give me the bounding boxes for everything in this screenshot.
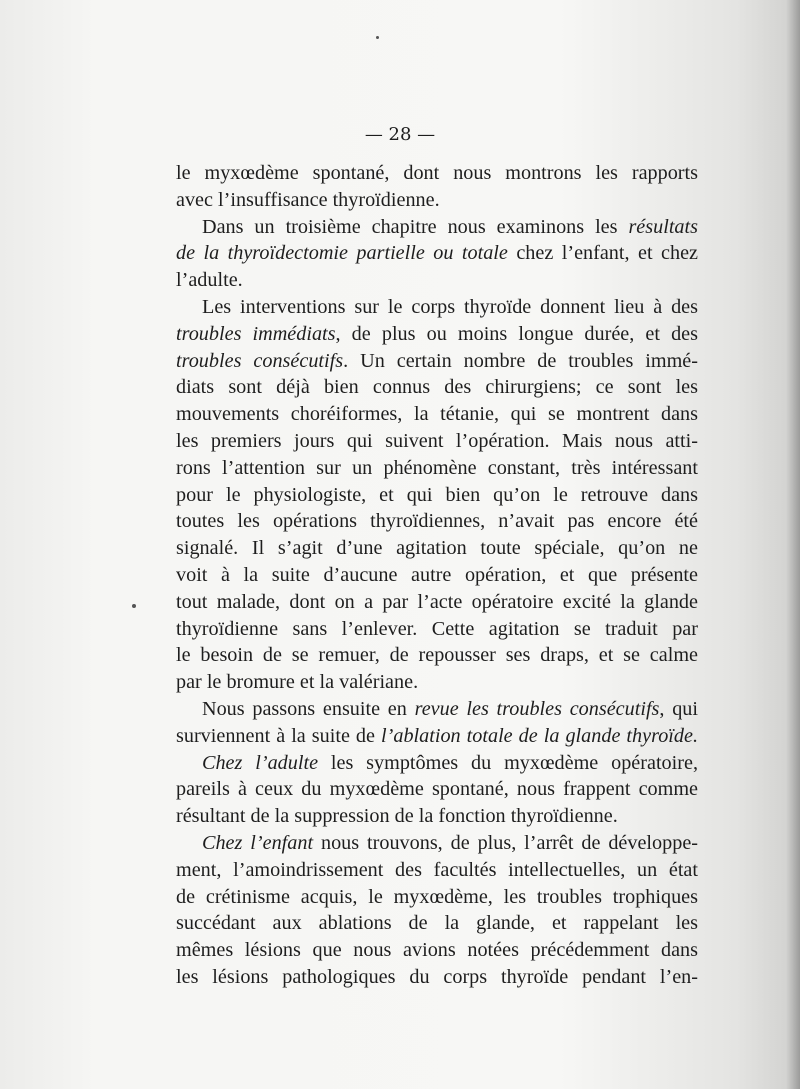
text-segment: , qui (659, 697, 698, 720)
text-segment: de crétinisme acquis, le myxœdème, les troubles trophiques (176, 885, 698, 908)
text-segment: Les interventions sur le corps thyroïde donnent lieu à des (202, 295, 698, 318)
text-segment: l’adulte. (176, 269, 243, 292)
text-line (176, 348, 698, 375)
text-line (176, 723, 698, 750)
text-line (176, 910, 698, 937)
text-line (176, 616, 698, 643)
text-segment: rons l’attention sur un phénomène constant, très intéressant (176, 456, 698, 479)
text-line (176, 696, 698, 723)
text-line (176, 294, 698, 321)
text-line (176, 455, 698, 482)
text-segment: ment, l’amoindrissement des facultés intellectuelles, un état (176, 858, 698, 881)
text-line (176, 482, 698, 509)
italic-segment: troubles immédiats (176, 322, 336, 345)
italic-segment: l’ablation totale de la glande thyroïde. (381, 724, 698, 747)
text-segment: surviennent à la suite de (176, 724, 382, 747)
text-line (176, 187, 698, 214)
text-segment: thyroïdienne sans l’enlever. Cette agitation se traduit par (176, 617, 698, 640)
ink-speck (376, 36, 379, 39)
text-segment: par le bromure et la valériane. (176, 671, 419, 694)
italic-segment: Chez l’adulte (202, 751, 319, 774)
text-line (176, 830, 698, 857)
text-segment: avec l’insuffisance thyroïdienne. (176, 188, 440, 211)
text-line (176, 508, 698, 535)
text-line (176, 535, 698, 562)
text-segment: les lésions pathologiques du corps thyroïde pendant l’en- (176, 965, 698, 988)
text-line (176, 321, 698, 348)
italic-segment: revue les troubles consécutifs (414, 697, 660, 720)
italic-segment: troubles consécutifs (176, 349, 344, 372)
italic-segment: de la thyroïdectomie partielle ou totale (176, 242, 508, 265)
text-segment: signalé. Il s’agit d’une agitation toute spéciale, qu’on ne (176, 537, 698, 560)
text-segment: pour le physiologiste, et qui bien qu’on le retrouve dans (176, 483, 698, 506)
text-line (176, 428, 698, 455)
ink-speck (132, 604, 136, 608)
text-line (176, 267, 698, 294)
text-line (176, 562, 698, 589)
text-segment: résultant de la suppression de la fonction thyroïdienne. (176, 805, 618, 828)
text-line (176, 937, 698, 964)
text-segment: diats sont déjà bien connus des chirurgiens; ce sont les (176, 376, 698, 399)
text-segment: mêmes lésions que nous avions notées précédemment dans (176, 939, 698, 962)
text-segment: mouvements choréiformes, la tétanie, qui se montrent dans (176, 403, 698, 426)
page-edge-shadow (786, 0, 800, 1089)
text-segment: le myxœdème spontané, dont nous montrons les rapports (176, 162, 698, 184)
text-segment: chez l’enfant, et chez (507, 242, 698, 265)
text-line (176, 401, 698, 428)
text-segment: pareils à ceux du myxœdème spontané, nous frappent comme (176, 778, 698, 801)
page-number: — 28 — (364, 124, 436, 145)
text-line (176, 857, 698, 884)
italic-segment: résultats (628, 215, 698, 238)
text-line (176, 750, 698, 777)
body-text (176, 160, 698, 991)
text-line (176, 240, 698, 267)
text-segment: le besoin de se remuer, de repousser ses draps, et se calme (176, 644, 698, 667)
italic-segment: Chez l’enfant (202, 831, 314, 854)
text-line (176, 214, 698, 241)
text-line (176, 589, 698, 616)
text-segment: tout malade, dont on a par l’acte opératoire excité la glande (176, 590, 698, 613)
text-line (176, 669, 698, 696)
text-line (176, 964, 698, 991)
text-segment: voit à la suite d’aucune autre opération, et que présente (176, 563, 698, 586)
text-line (176, 776, 698, 803)
text-line (176, 884, 698, 911)
text-line (176, 803, 698, 830)
text-line (176, 374, 698, 401)
text-segment: , de plus ou moins longue durée, et des (335, 322, 698, 345)
text-segment: nous trouvons, de plus, l’arrêt de développe- (313, 831, 699, 854)
text-segment: . Un certain nombre de troubles immé- (343, 349, 698, 372)
text-segment: Nous passons ensuite en (202, 697, 415, 720)
text-segment: succédant aux ablations de la glande, et rappelant les (176, 912, 698, 935)
text-line (176, 642, 698, 669)
text-line (176, 160, 698, 187)
text-segment: les symptômes du myxœdème opératoire, (318, 751, 698, 774)
text-segment: Dans un troisième chapitre nous examinons les (202, 215, 629, 238)
text-segment: les premiers jours qui suivent l’opération. Mais nous atti- (176, 429, 698, 452)
text-segment: toutes les opérations thyroïdiennes, n’avait pas encore été (176, 510, 698, 533)
